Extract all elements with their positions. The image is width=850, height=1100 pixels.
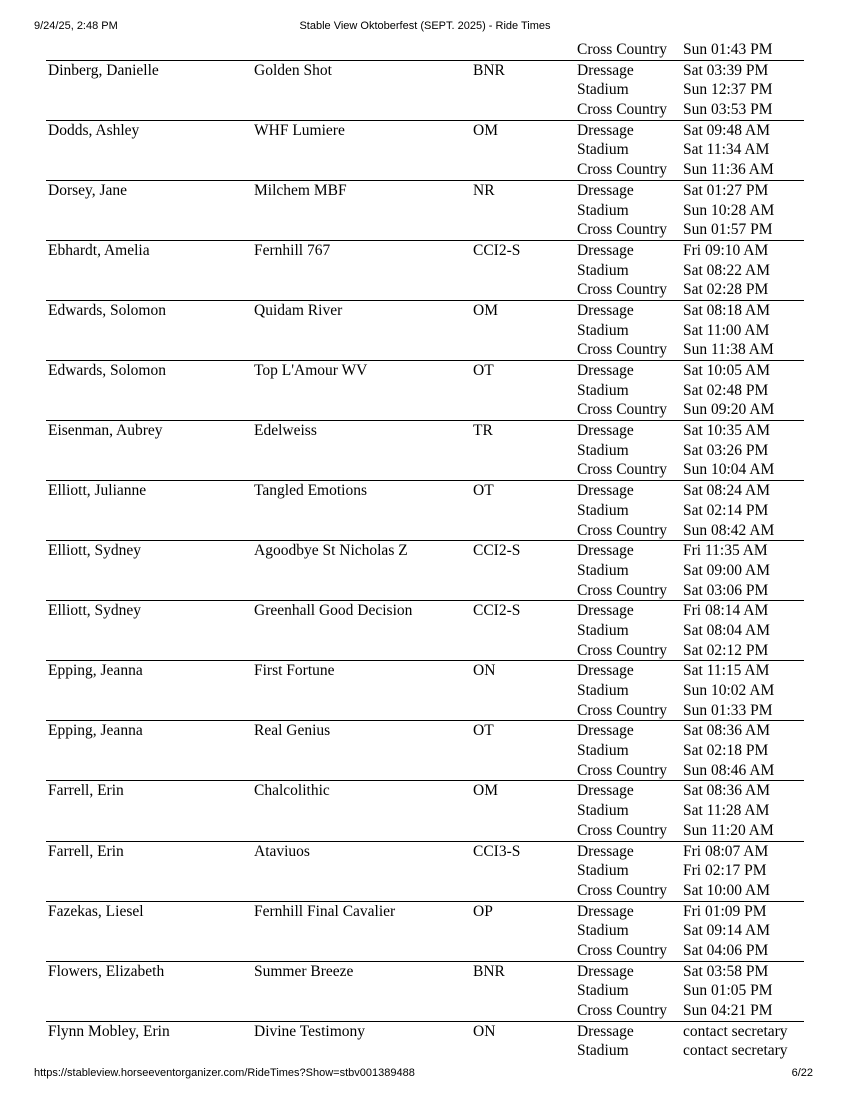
time-cell: Sun 11:38 AM bbox=[683, 341, 774, 359]
time-cell: Fri 09:10 AM bbox=[683, 241, 769, 259]
phase-cell: Cross Country bbox=[577, 521, 667, 539]
time-cell: Sun 10:28 AM bbox=[683, 201, 775, 219]
phase-cell: Stadium bbox=[577, 321, 629, 339]
table-row bbox=[46, 842, 804, 862]
rider-cell: Epping, Jeanna bbox=[48, 662, 143, 680]
entry-group bbox=[46, 300, 804, 360]
time-cell: Sun 01:57 PM bbox=[683, 221, 773, 239]
entry-group bbox=[46, 60, 804, 120]
phase-cell: Dressage bbox=[577, 542, 634, 560]
division-cell: OT bbox=[473, 362, 494, 379]
table-row bbox=[46, 220, 804, 240]
entry-group bbox=[46, 780, 804, 840]
horse-cell: Milchem MBF bbox=[254, 181, 347, 199]
time-cell: Sun 01:33 PM bbox=[683, 701, 773, 719]
division-cell: ON bbox=[473, 1022, 496, 1040]
time-cell: Sun 08:46 AM bbox=[683, 761, 775, 779]
phase-cell: Stadium bbox=[577, 982, 629, 1000]
rider-cell: Dorsey, Jane bbox=[48, 181, 128, 199]
rider-cell: Fazekas, Liesel bbox=[48, 902, 144, 920]
horse-cell: Real Genius bbox=[254, 722, 331, 740]
entry-group bbox=[46, 901, 804, 961]
division-cell: CCI2-S bbox=[473, 602, 521, 620]
division-cell: OM bbox=[473, 121, 498, 139]
entry-group bbox=[46, 480, 804, 540]
division-cell: CCI2-S bbox=[473, 542, 521, 560]
table-row bbox=[46, 201, 804, 221]
phase-cell: Cross Country bbox=[577, 821, 667, 839]
time-cell: Sun 04:21 PM bbox=[683, 1002, 773, 1019]
horse-cell: First Fortune bbox=[254, 662, 335, 680]
rider-cell: Dinberg, Danielle bbox=[48, 61, 159, 79]
phase-cell: Cross Country bbox=[577, 161, 667, 179]
phase-cell: Cross Country bbox=[577, 101, 667, 119]
phase-cell: Stadium bbox=[577, 682, 629, 699]
entry-group bbox=[46, 841, 804, 901]
time-cell: Sat 03:39 PM bbox=[683, 61, 769, 79]
horse-cell: Ataviuos bbox=[254, 842, 310, 860]
table-row bbox=[46, 441, 804, 461]
entry-group bbox=[46, 420, 804, 480]
phase-cell: Cross Country bbox=[577, 401, 667, 419]
time-cell: Sun 11:20 AM bbox=[683, 821, 774, 839]
entry-group bbox=[46, 540, 804, 600]
phase-cell: Dressage bbox=[577, 121, 634, 139]
table-row bbox=[46, 941, 804, 961]
time-cell: Sat 02:14 PM bbox=[683, 501, 769, 519]
horse-cell: Fernhill Final Cavalier bbox=[254, 902, 396, 920]
horse-cell: Edelweiss bbox=[254, 422, 317, 440]
table-row bbox=[46, 481, 804, 501]
time-cell: Sat 03:58 PM bbox=[683, 962, 769, 980]
division-cell: CCI2-S bbox=[473, 241, 521, 259]
table-row bbox=[46, 581, 804, 601]
phase-cell: Dressage bbox=[577, 602, 634, 620]
entry-group bbox=[46, 360, 804, 420]
time-cell: Sat 02:48 PM bbox=[683, 381, 769, 399]
table-row bbox=[46, 1001, 804, 1021]
table-row bbox=[46, 761, 804, 781]
page-url: https://stableview.horseeventorganizer.com/RideTimes?Show=stbv001389488 bbox=[34, 1067, 415, 1079]
time-cell: Sun 12:37 PM bbox=[683, 81, 773, 99]
division-cell: OT bbox=[473, 722, 494, 740]
phase-cell: Cross Country bbox=[577, 281, 667, 299]
rider-cell: Farrell, Erin bbox=[48, 842, 124, 860]
table-row bbox=[46, 460, 804, 480]
time-cell: Fri 01:09 PM bbox=[683, 902, 767, 920]
print-footer bbox=[0, 1067, 850, 1083]
carryover-row bbox=[46, 40, 804, 60]
time-cell: Sat 10:00 AM bbox=[683, 881, 770, 899]
table-row bbox=[46, 321, 804, 341]
time-cell: Sat 11:34 AM bbox=[683, 141, 770, 159]
rider-cell: Flynn Mobley, Erin bbox=[48, 1022, 170, 1040]
time-cell: Sat 10:05 AM bbox=[683, 362, 770, 379]
table-row bbox=[46, 501, 804, 521]
entry-group bbox=[46, 1021, 804, 1061]
phase-cell: Dressage bbox=[577, 1022, 634, 1040]
time-cell: Sun 01:43 PM bbox=[683, 41, 773, 58]
table-row bbox=[46, 821, 804, 841]
table-row bbox=[46, 160, 804, 180]
time-cell: Sat 09:14 AM bbox=[683, 922, 770, 940]
time-cell: Sat 11:28 AM bbox=[683, 802, 770, 820]
table-row bbox=[46, 741, 804, 761]
rider-cell: Ebhardt, Amelia bbox=[48, 241, 150, 259]
table-row bbox=[46, 100, 804, 120]
entry-group bbox=[46, 720, 804, 780]
table-row bbox=[46, 681, 804, 701]
table-row bbox=[46, 521, 804, 541]
division-cell: TR bbox=[473, 422, 493, 440]
entry-group bbox=[46, 120, 804, 180]
time-cell: Sat 02:18 PM bbox=[683, 742, 769, 760]
phase-cell: Cross Country bbox=[577, 581, 667, 599]
time-cell: Sat 08:36 AM bbox=[683, 722, 770, 740]
phase-cell: Cross Country bbox=[577, 221, 667, 239]
time-cell: Fri 08:14 AM bbox=[683, 602, 769, 620]
phase-cell: Stadium bbox=[577, 742, 629, 760]
print-timestamp: 9/24/25, 2:48 PM bbox=[34, 20, 118, 32]
time-cell: Fri 02:17 PM bbox=[683, 862, 767, 880]
time-cell: contact secretary bbox=[683, 1042, 788, 1060]
horse-cell: Golden Shot bbox=[254, 61, 332, 79]
time-cell: Fri 08:07 AM bbox=[683, 842, 769, 860]
table-row bbox=[46, 641, 804, 661]
time-cell: Sun 09:20 AM bbox=[683, 401, 775, 419]
phase-cell: Stadium bbox=[577, 201, 629, 219]
phase-cell: Dressage bbox=[577, 301, 634, 319]
horse-cell: Quidam River bbox=[254, 301, 343, 319]
time-cell: Sat 02:28 PM bbox=[683, 281, 769, 299]
table-row bbox=[46, 140, 804, 160]
rider-cell: Eisenman, Aubrey bbox=[48, 422, 163, 440]
rider-cell: Flowers, Elizabeth bbox=[48, 962, 165, 980]
time-cell: Sat 04:06 PM bbox=[683, 941, 769, 959]
horse-cell: Divine Testimony bbox=[254, 1022, 365, 1040]
time-cell: Sat 09:48 AM bbox=[683, 121, 770, 139]
time-cell: Sat 08:36 AM bbox=[683, 782, 770, 800]
phase-cell: Cross Country bbox=[577, 41, 667, 58]
print-header bbox=[0, 20, 850, 36]
time-cell: Sat 10:35 AM bbox=[683, 422, 770, 440]
time-cell: Sat 01:27 PM bbox=[683, 181, 769, 199]
time-cell: Sun 10:02 AM bbox=[683, 682, 775, 699]
table-row bbox=[46, 301, 804, 321]
phase-cell: Dressage bbox=[577, 422, 634, 440]
time-cell: Sun 01:05 PM bbox=[683, 982, 773, 1000]
ride-times-table bbox=[46, 40, 804, 1061]
table-row bbox=[46, 80, 804, 100]
table-row bbox=[46, 1041, 804, 1061]
table-row bbox=[46, 421, 804, 441]
table-row bbox=[46, 721, 804, 741]
rider-cell: Farrell, Erin bbox=[48, 782, 124, 800]
table-row bbox=[46, 241, 804, 261]
time-cell: Sat 08:18 AM bbox=[683, 301, 770, 319]
table-row bbox=[46, 981, 804, 1001]
table-row bbox=[46, 61, 804, 81]
phase-cell: Dressage bbox=[577, 782, 634, 800]
table-row bbox=[46, 261, 804, 281]
rider-cell: Edwards, Solomon bbox=[48, 301, 166, 319]
table-row bbox=[46, 881, 804, 901]
time-cell: contact secretary bbox=[683, 1022, 788, 1040]
table-row bbox=[46, 701, 804, 721]
horse-cell: Greenhall Good Decision bbox=[254, 602, 413, 620]
phase-cell: Stadium bbox=[577, 1042, 629, 1060]
phase-cell: Dressage bbox=[577, 722, 634, 740]
entry-group bbox=[46, 600, 804, 660]
division-cell: OP bbox=[473, 902, 493, 920]
phase-cell: Stadium bbox=[577, 621, 629, 639]
entry-group bbox=[46, 961, 804, 1021]
time-cell: Sat 08:04 AM bbox=[683, 621, 770, 639]
table-row bbox=[46, 902, 804, 922]
phase-cell: Cross Country bbox=[577, 461, 667, 479]
table-row bbox=[46, 121, 804, 141]
rider-cell: Elliott, Julianne bbox=[48, 482, 147, 500]
entry-group bbox=[46, 660, 804, 720]
table-row bbox=[46, 361, 804, 381]
phase-cell: Dressage bbox=[577, 362, 634, 379]
table-row bbox=[46, 1022, 804, 1042]
table-row bbox=[46, 340, 804, 360]
table-row bbox=[46, 861, 804, 881]
table-row bbox=[46, 781, 804, 801]
phase-cell: Stadium bbox=[577, 561, 629, 579]
phase-cell: Stadium bbox=[577, 141, 629, 159]
time-cell: Sat 03:06 PM bbox=[683, 581, 769, 599]
time-cell: Sun 10:04 AM bbox=[683, 461, 775, 479]
horse-cell: Agoodbye St Nicholas Z bbox=[254, 542, 408, 560]
time-cell: Sun 03:53 PM bbox=[683, 101, 773, 119]
phase-cell: Dressage bbox=[577, 61, 634, 79]
table-row bbox=[46, 181, 804, 201]
phase-cell: Stadium bbox=[577, 381, 629, 399]
table-row bbox=[46, 962, 804, 982]
time-cell: Sat 08:22 AM bbox=[683, 261, 770, 279]
table-row bbox=[46, 801, 804, 821]
division-cell: NR bbox=[473, 181, 495, 199]
division-cell: CCI3-S bbox=[473, 842, 521, 860]
phase-cell: Stadium bbox=[577, 501, 629, 519]
time-cell: Sat 11:15 AM bbox=[683, 662, 770, 680]
time-cell: Sat 09:00 AM bbox=[683, 561, 770, 579]
phase-cell: Cross Country bbox=[577, 761, 667, 779]
table-row bbox=[46, 541, 804, 561]
table-row bbox=[46, 561, 804, 581]
phase-cell: Stadium bbox=[577, 802, 629, 820]
rider-cell: Elliott, Sydney bbox=[48, 542, 141, 560]
table-row bbox=[46, 601, 804, 621]
rider-cell: Elliott, Sydney bbox=[48, 602, 141, 620]
rider-cell: Epping, Jeanna bbox=[48, 722, 143, 740]
phase-cell: Dressage bbox=[577, 902, 634, 920]
phase-cell: Stadium bbox=[577, 862, 629, 880]
phase-cell: Cross Country bbox=[577, 341, 667, 359]
phase-cell: Stadium bbox=[577, 81, 629, 99]
division-cell: BNR bbox=[473, 61, 505, 79]
page-number: 6/22 bbox=[791, 1067, 813, 1079]
phase-cell: Stadium bbox=[577, 922, 629, 940]
phase-cell: Stadium bbox=[577, 441, 629, 459]
phase-cell: Dressage bbox=[577, 241, 634, 259]
time-cell: Sat 08:24 AM bbox=[683, 482, 770, 500]
table-row bbox=[46, 381, 804, 401]
horse-cell: WHF Lumiere bbox=[254, 121, 345, 139]
entry-group bbox=[46, 180, 804, 240]
table-row bbox=[46, 280, 804, 300]
division-cell: ON bbox=[473, 662, 496, 680]
table-row bbox=[46, 621, 804, 641]
horse-cell: Top L'Amour WV bbox=[254, 362, 368, 379]
time-cell: Sat 03:26 PM bbox=[683, 441, 769, 459]
phase-cell: Dressage bbox=[577, 662, 634, 680]
phase-cell: Dressage bbox=[577, 181, 634, 199]
entries-list bbox=[46, 60, 804, 1061]
rider-cell: Dodds, Ashley bbox=[48, 121, 140, 139]
time-cell: Sun 11:36 AM bbox=[683, 161, 774, 179]
horse-cell: Summer Breeze bbox=[254, 962, 354, 980]
phase-cell: Dressage bbox=[577, 842, 634, 860]
phase-cell: Cross Country bbox=[577, 881, 667, 899]
table-row bbox=[46, 921, 804, 941]
entry-group bbox=[46, 240, 804, 300]
time-cell: Sun 08:42 AM bbox=[683, 521, 775, 539]
horse-cell: Tangled Emotions bbox=[254, 482, 367, 500]
time-cell: Sat 11:00 AM bbox=[683, 321, 770, 339]
phase-cell: Cross Country bbox=[577, 701, 667, 719]
table-row bbox=[46, 661, 804, 681]
table-row bbox=[46, 400, 804, 420]
phase-cell: Dressage bbox=[577, 962, 634, 980]
time-cell: Fri 11:35 AM bbox=[683, 542, 768, 560]
division-cell: OT bbox=[473, 482, 494, 500]
horse-cell: Chalcolithic bbox=[254, 782, 330, 800]
division-cell: OM bbox=[473, 301, 498, 319]
division-cell: BNR bbox=[473, 962, 505, 980]
phase-cell: Dressage bbox=[577, 482, 634, 500]
rider-cell: Edwards, Solomon bbox=[48, 362, 166, 379]
phase-cell: Cross Country bbox=[577, 641, 667, 659]
phase-cell: Cross Country bbox=[577, 941, 667, 959]
phase-cell: Cross Country bbox=[577, 1002, 667, 1019]
page-title: Stable View Oktoberfest (SEPT. 2025) - Ride Times bbox=[299, 20, 551, 32]
horse-cell: Fernhill 767 bbox=[254, 241, 331, 259]
time-cell: Sat 02:12 PM bbox=[683, 641, 769, 659]
division-cell: OM bbox=[473, 782, 498, 800]
phase-cell: Stadium bbox=[577, 261, 629, 279]
